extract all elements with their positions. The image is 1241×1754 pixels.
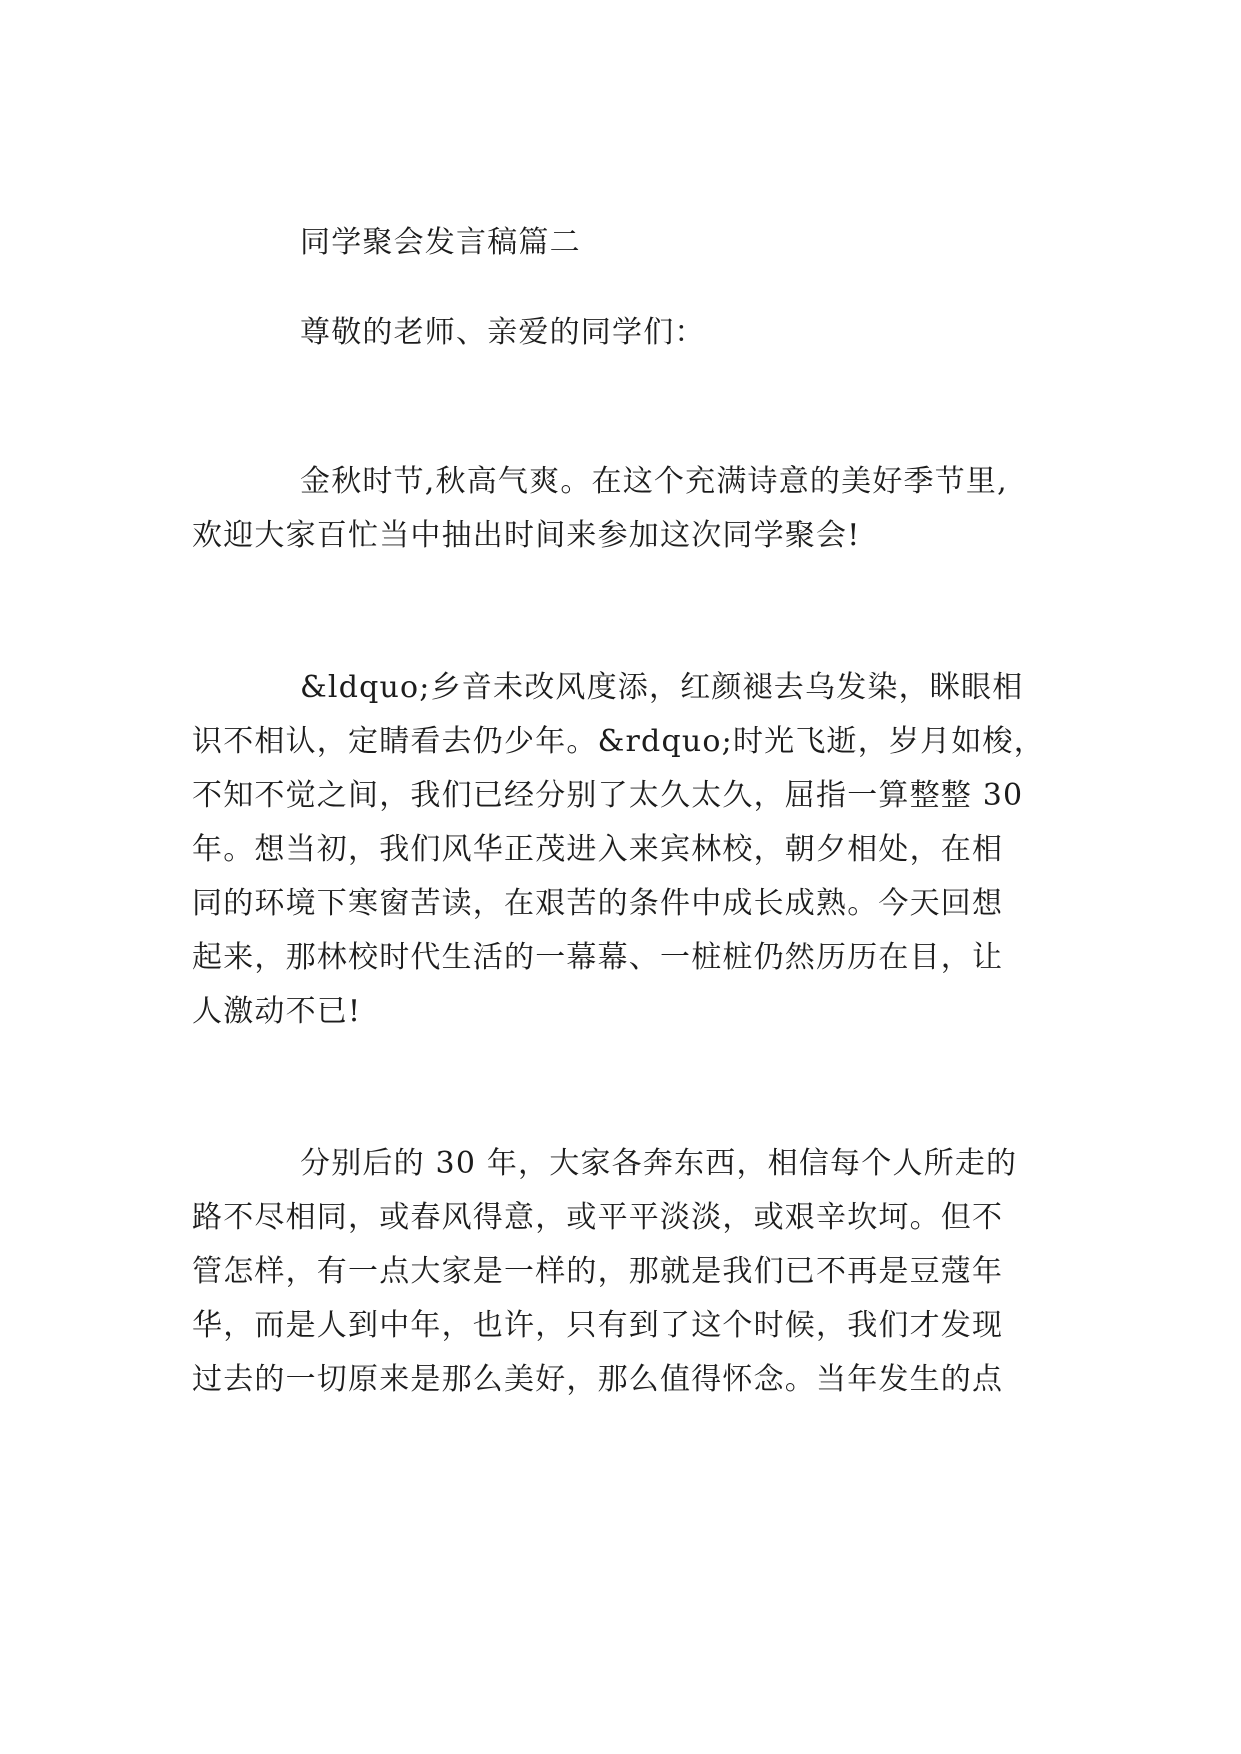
paragraph-line: 管怎样，有一点大家是一样的，那就是我们已不再是豆蔻年: [192, 1254, 1004, 1289]
document-title: 同学聚会发言稿篇二: [300, 225, 581, 260]
paragraph-line: 路不尽相同，或春风得意，或平平淡淡，或艰辛坎坷。但不: [192, 1200, 1004, 1235]
paragraph-line: 欢迎大家百忙当中抽出时间来参加这次同学聚会!: [192, 518, 861, 553]
paragraph-line: 人激动不已!: [192, 994, 362, 1029]
paragraph-line: &ldquo;乡音未改风度添，红颜褪去乌发染，眯眼相: [300, 670, 1024, 705]
paragraph-line: 分别后的 30 年，大家各奔东西，相信每个人所走的: [300, 1146, 1018, 1181]
paragraph-line: 金秋时节,秋高气爽。在这个充满诗意的美好季节里,: [300, 464, 1008, 499]
paragraph-line: 年。想当初，我们风华正茂进入来宾林校，朝夕相处，在相: [192, 832, 1004, 867]
salutation: 尊敬的老师、亲爱的同学们：: [300, 315, 706, 350]
paragraph-line: 过去的一切原来是那么美好，那么值得怀念。当年发生的点: [192, 1362, 1004, 1397]
paragraph-line: 华，而是人到中年，也许，只有到了这个时候，我们才发现: [192, 1308, 1004, 1343]
paragraph-line: 不知不觉之间，我们已经分别了太久太久，屈指一算整整 30: [192, 778, 1024, 813]
paragraph-line: 同的环境下寒窗苦读，在艰苦的条件中成长成熟。今天回想: [192, 886, 1004, 921]
paragraph-line: 起来，那林校时代生活的一幕幕、一桩桩仍然历历在目，让: [192, 940, 1004, 975]
paragraph-line: 识不相认，定睛看去仍少年。&rdquo;时光飞逝，岁月如梭，: [192, 724, 1045, 759]
